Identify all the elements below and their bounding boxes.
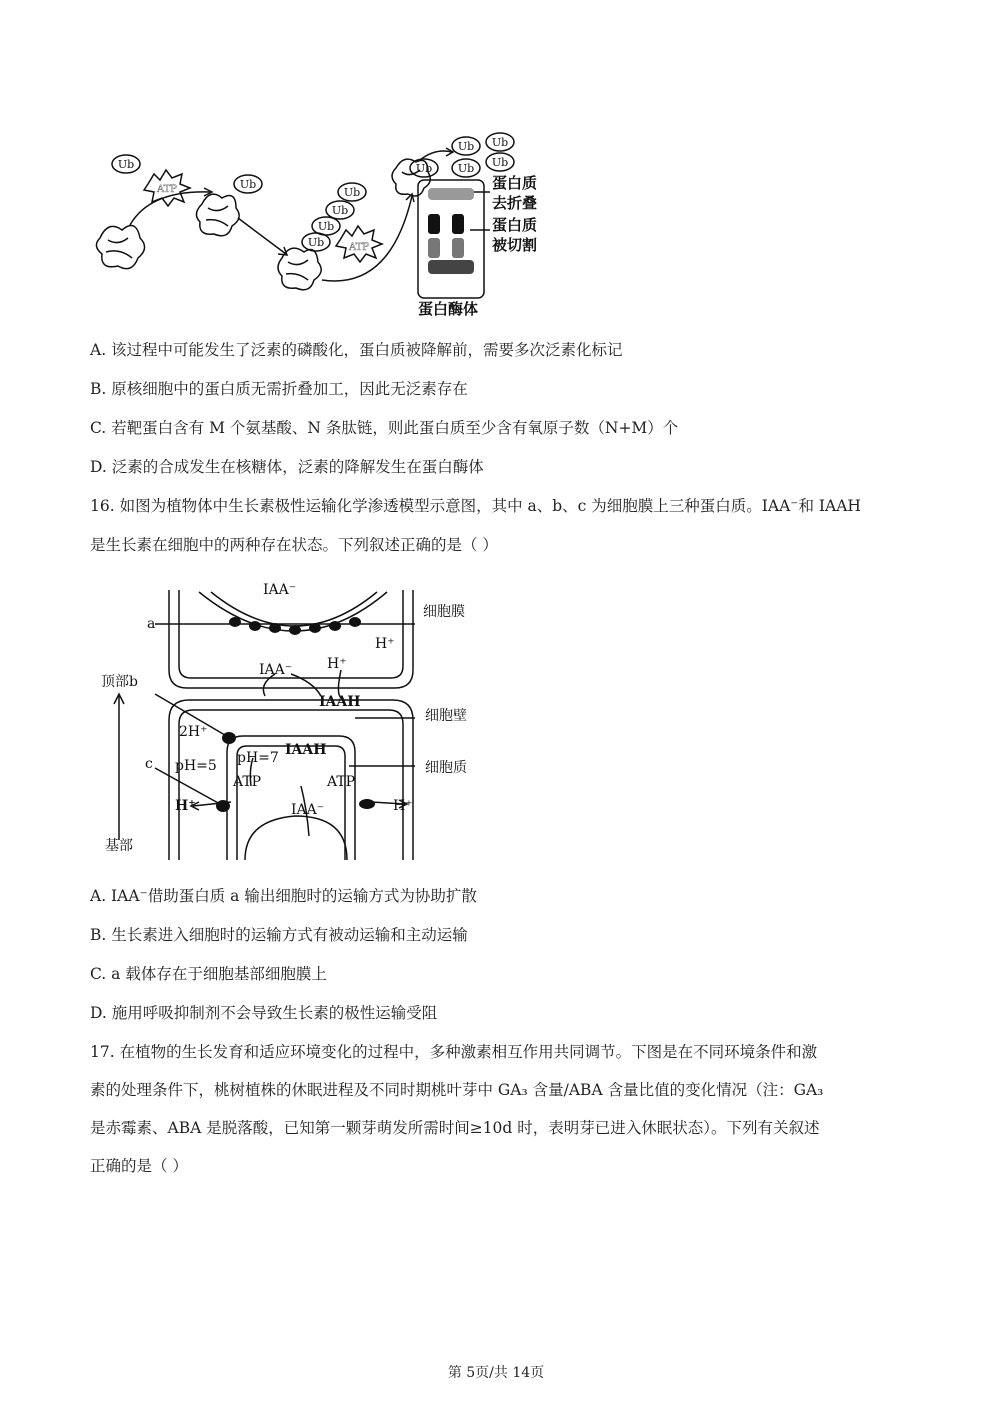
ph5-label: pH=5 xyxy=(175,758,217,774)
two-h-plus: 2H⁺ xyxy=(179,724,208,740)
ub-label: Ub xyxy=(239,178,257,191)
q16-stem-2: 是生长素在细胞中的两种存在状态。下列叙述正确的是（ ） xyxy=(90,536,498,554)
ub-label: Ub xyxy=(307,236,325,249)
label-membrane: 细胞膜 xyxy=(423,604,465,620)
ub-label: Ub xyxy=(331,204,349,217)
ub-label: Ub xyxy=(457,140,475,153)
label-b: 顶部b xyxy=(101,674,138,690)
ubiquitin-proteasome-figure xyxy=(90,130,560,320)
atp-label: ATP xyxy=(156,184,178,195)
q15-option-c: C. 若靶蛋白含有 M 个氨基酸、N 条肽链，则此蛋白质至少含有氧原子数（N+M）个 xyxy=(90,419,679,437)
ub-label: Ub xyxy=(343,186,361,199)
ub-label: Ub xyxy=(491,156,509,169)
ub-label: Ub xyxy=(317,220,335,233)
q15-option-d: D. 泛素的合成发生在核糖体，泛素的降解发生在蛋白酶体 xyxy=(90,458,484,476)
page-footer: 第 5页/共 14页 xyxy=(447,1365,545,1381)
iaah-lower: IAAH xyxy=(285,742,327,758)
q16-stem-1: 16. 如图为植物体中生长素极性运输化学渗透模型示意图，其中 a、b、c 为细胞膜上三种蛋白质。IAA⁻和 IAAH xyxy=(90,497,861,515)
q16-option-c: C. a 载体存在于细胞基部细胞膜上 xyxy=(90,965,327,983)
label-cytoplasm: 细胞质 xyxy=(425,760,467,776)
label-c: c xyxy=(145,756,153,772)
h-plus-mid: H⁺ xyxy=(327,656,347,672)
label-unfold-1: 蛋白质 xyxy=(492,174,538,192)
label-a: a xyxy=(147,616,156,632)
iaa-minus-mid: IAA⁻ xyxy=(259,662,293,678)
ub-label: Ub xyxy=(117,158,135,171)
q17-line-2: 素的处理条件下，桃树植株的休眠进程及不同时期桃叶芽中 GA₃ 含量/ABA 含量比值的变化情况（注：GA₃ xyxy=(90,1081,824,1099)
q16-option-d: D. 施用呼吸抑制剂不会导致生长素的极性运输受阻 xyxy=(90,1004,438,1022)
q16-option-b: B. 生长素进入细胞时的运输方式有被动运输和主动运输 xyxy=(90,926,468,944)
label-cut-2: 被切割 xyxy=(492,236,538,254)
q17-line-1: 17. 在植物的生长发育和适应环境变化的过程中，多种激素相互作用共同调节。下图是在不同环境条件和激 xyxy=(90,1043,818,1061)
label-cut-1: 蛋白质 xyxy=(492,216,538,234)
atp-label: ATP xyxy=(348,242,370,253)
q17-line-3: 是赤霉素、ABA 是脱落酸，已知第一颗芽萌发所需时间≥10d 时，表明芽已进入休眠状态）。下列有关叙述 xyxy=(90,1119,820,1137)
auxin-transport-figure xyxy=(95,570,495,860)
q16-option-a: A. IAA⁻借助蛋白质 a 输出细胞时的运输方式为协助扩散 xyxy=(90,887,477,905)
iaa-minus-lower: IAA⁻ xyxy=(291,802,325,818)
ub-label: Ub xyxy=(457,162,475,175)
h-plus-right: H⁺ xyxy=(393,798,413,814)
iaa-minus-top: IAA⁻ xyxy=(263,582,297,598)
q15-option-a: A. 该过程中可能发生了泛素的磷酸化，蛋白质被降解前，需要多次泛素化标记 xyxy=(90,341,623,359)
label-unfold-2: 去折叠 xyxy=(492,194,538,212)
q15-option-b: B. 原核细胞中的蛋白质无需折叠加工，因此无泛素存在 xyxy=(90,380,468,398)
ub-label: Ub xyxy=(491,136,509,149)
atp-left: ATP xyxy=(233,774,262,790)
iaah-upper: IAAH xyxy=(319,694,361,710)
label-wall: 细胞壁 xyxy=(425,708,467,724)
label-proteasome: 蛋白酶体 xyxy=(418,300,479,318)
atp-right: ATP xyxy=(327,774,356,790)
ph7-label: pH=7 xyxy=(237,750,279,766)
protein-blob-1 xyxy=(96,226,144,269)
h-plus-top: H⁺ xyxy=(375,636,395,652)
q17-line-4: 正确的是（ ） xyxy=(90,1157,188,1175)
h-plus-left: H⁺ xyxy=(175,798,196,814)
protein-blob-2 xyxy=(196,194,239,236)
ub-label: Ub xyxy=(415,162,433,175)
label-base: 基部 xyxy=(105,838,133,854)
